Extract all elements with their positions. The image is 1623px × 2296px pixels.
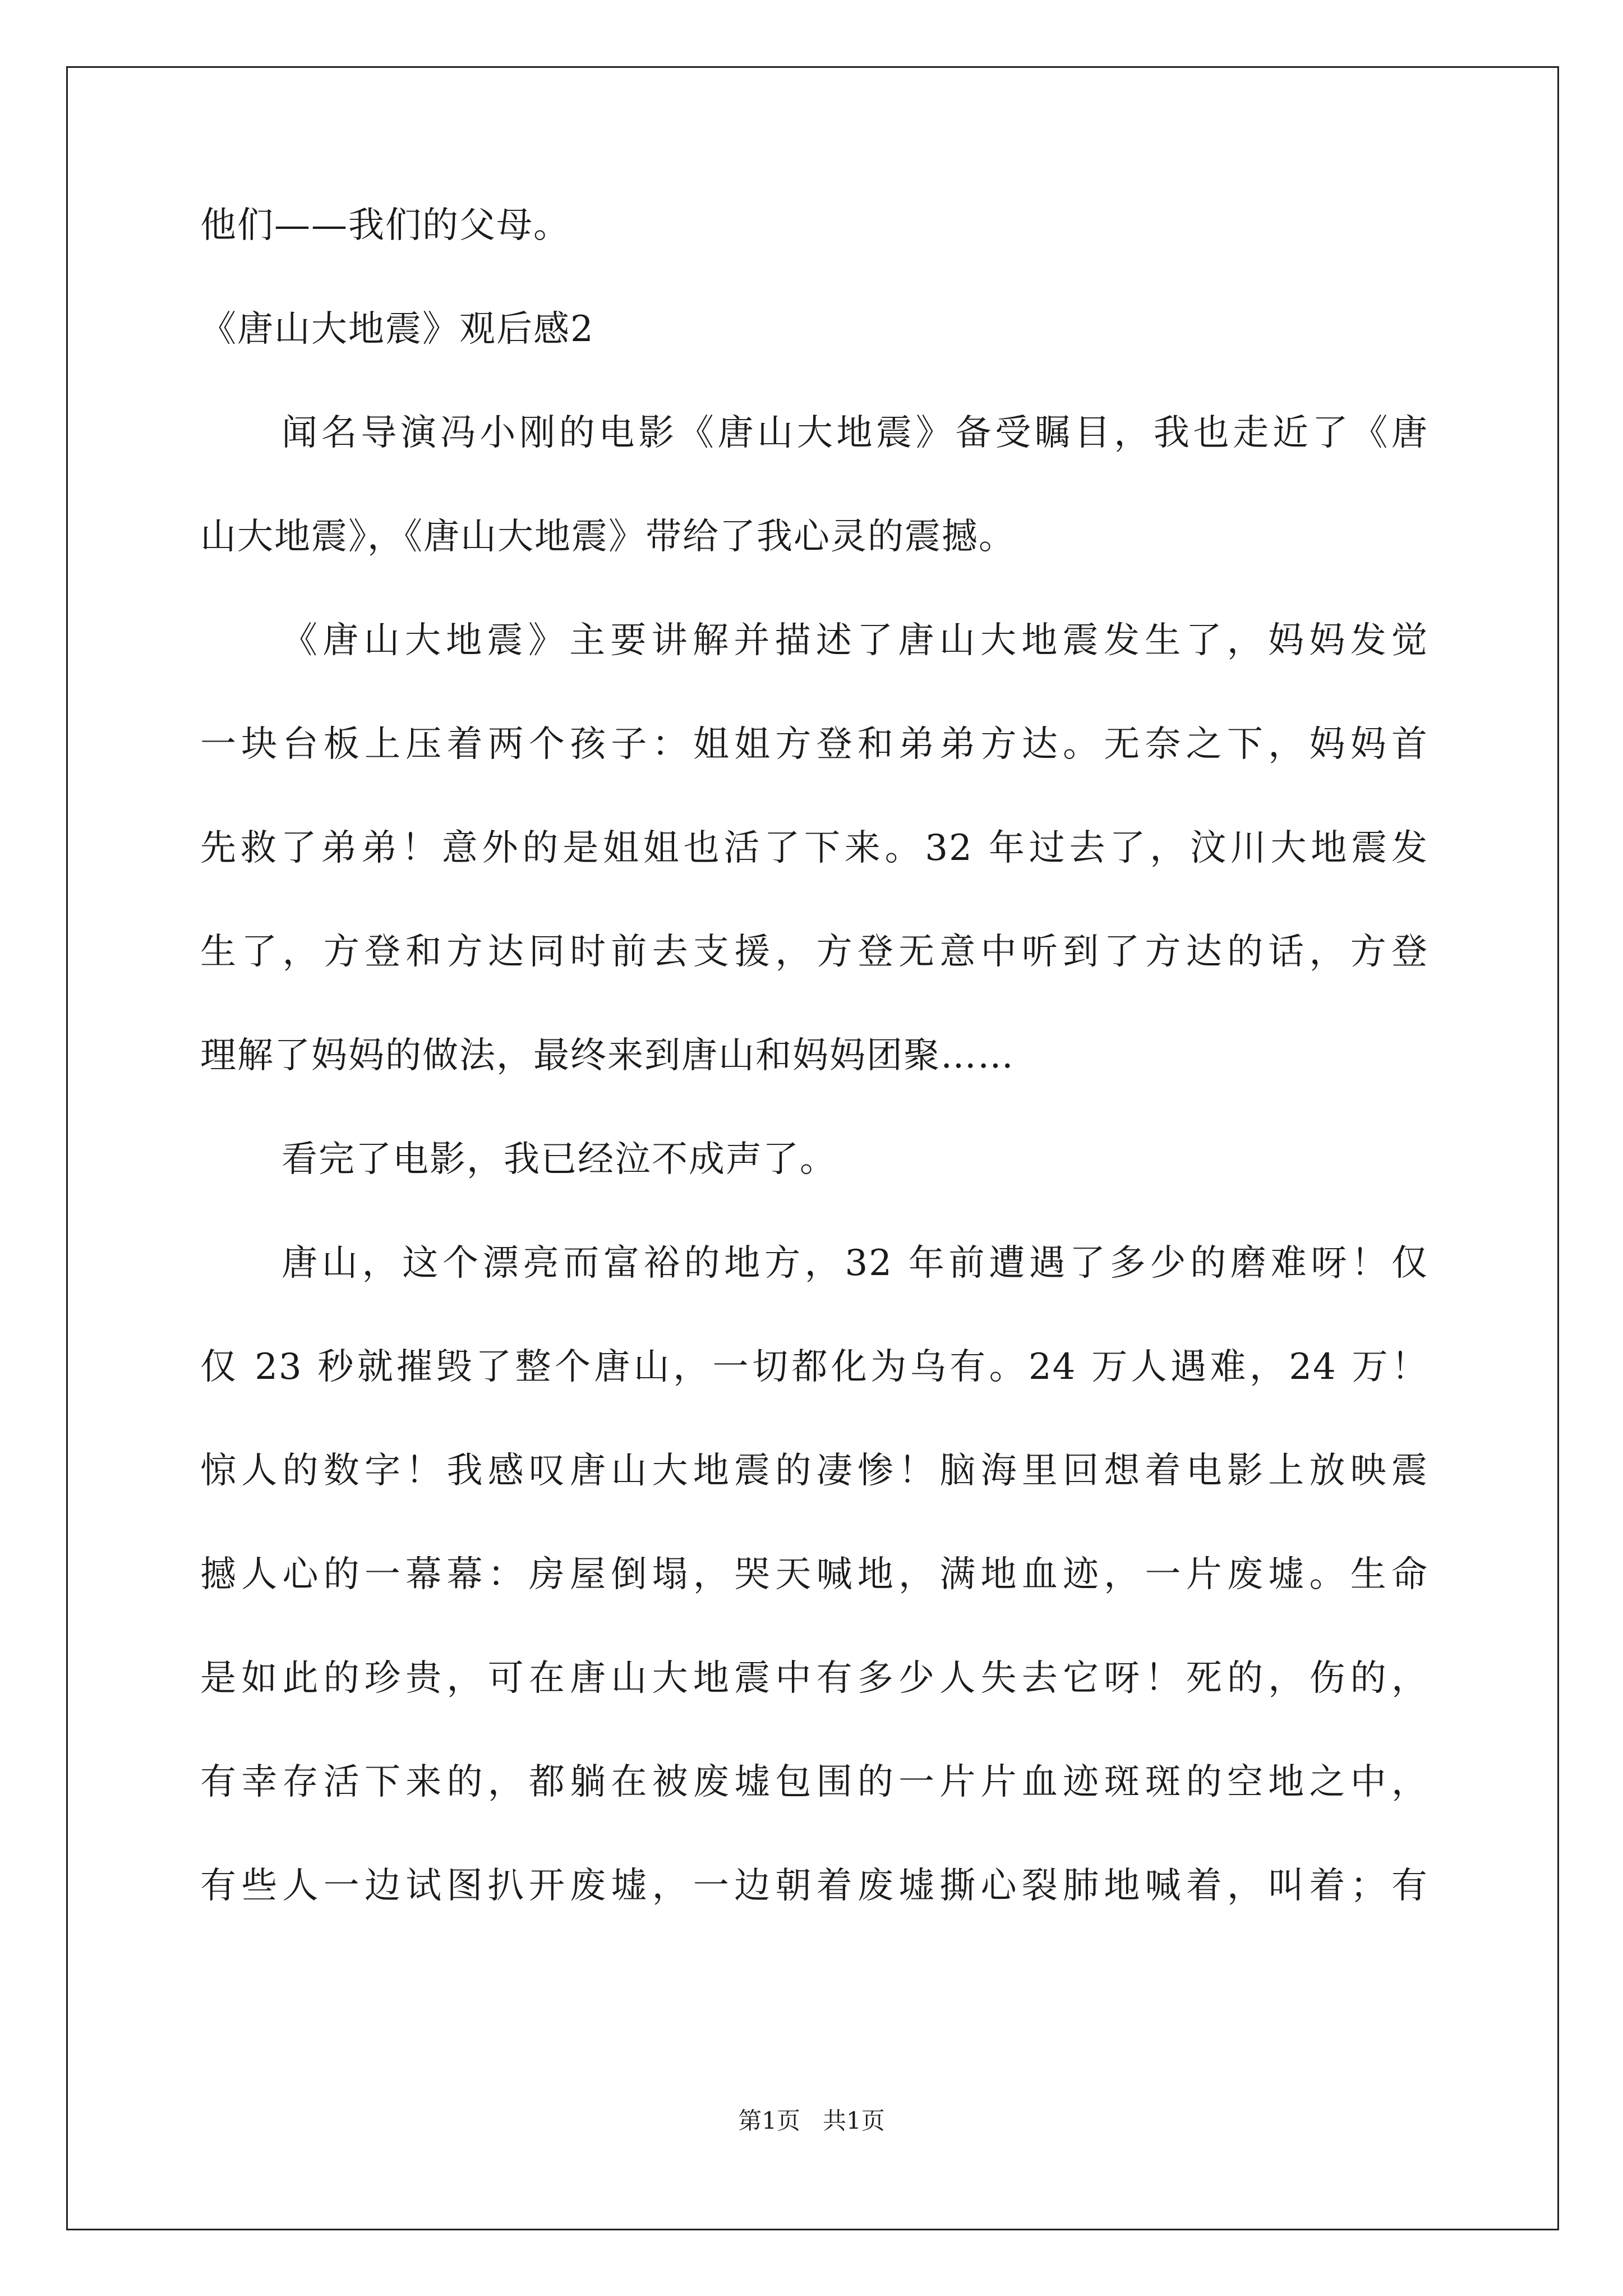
paragraph-line: 看完了电影，我已经泣不成声了。 bbox=[282, 1139, 837, 1180]
paragraph-line: 唐山，这个漂亮而富裕的地方，32 年前遭遇了多少的磨难呀！仅 bbox=[282, 1243, 1428, 1284]
paragraph-line: 先救了弟弟！意外的是姐姐也活了下来。32 年过去了，汶川大地震发 bbox=[200, 827, 1428, 869]
paragraph-line: 山大地震》，《唐山大地震》带给了我心灵的震撼。 bbox=[200, 516, 1016, 558]
paragraph-line: 理解了妈妈的做法，最终来到唐山和妈妈团聚…… bbox=[200, 1035, 1015, 1076]
paragraph-line: 撼人心的一幕幕：房屋倒塌，哭天喊地，满地血迹，一片废墟。生命 bbox=[200, 1554, 1428, 1595]
page-footer: 第1页 共1页 bbox=[738, 2107, 885, 2134]
paragraph-line: 闻名导演冯小刚的电影《唐山大地震》备受瞩目，我也走近了《唐 bbox=[282, 412, 1428, 454]
text-line: 他们——我们的父母。 bbox=[200, 205, 570, 246]
paragraph-line: 有幸存活下来的，都躺在被废墟包围的一片片血迹斑斑的空地之中， bbox=[200, 1761, 1428, 1803]
paragraph-line: 《唐山大地震》主要讲解并描述了唐山大地震发生了，妈妈发觉 bbox=[282, 620, 1428, 661]
paragraph-line: 一块台板上压着两个孩子：姐姐方登和弟弟方达。无奈之下，妈妈首 bbox=[200, 724, 1428, 765]
paragraph-line: 有些人一边试图扒开废墟，一边朝着废墟撕心裂肺地喊着，叫着；有 bbox=[200, 1865, 1428, 1907]
paragraph-line: 惊人的数字！我感叹唐山大地震的凄惨！脑海里回想着电影上放映震 bbox=[200, 1450, 1428, 1492]
section-heading: 《唐山大地震》观后感2 bbox=[200, 309, 594, 350]
document-body bbox=[200, 205, 1428, 1972]
paragraph-line: 是如此的珍贵，可在唐山大地震中有多少人失去它呀！死的，伤的， bbox=[200, 1658, 1428, 1699]
paragraph-line: 生了，方登和方达同时前去支援，方登无意中听到了方达的话，方登 bbox=[200, 931, 1428, 973]
paragraph-line: 仅 23 秒就摧毁了整个唐山，一切都化为乌有。24 万人遇难，24 万！ bbox=[200, 1346, 1428, 1388]
